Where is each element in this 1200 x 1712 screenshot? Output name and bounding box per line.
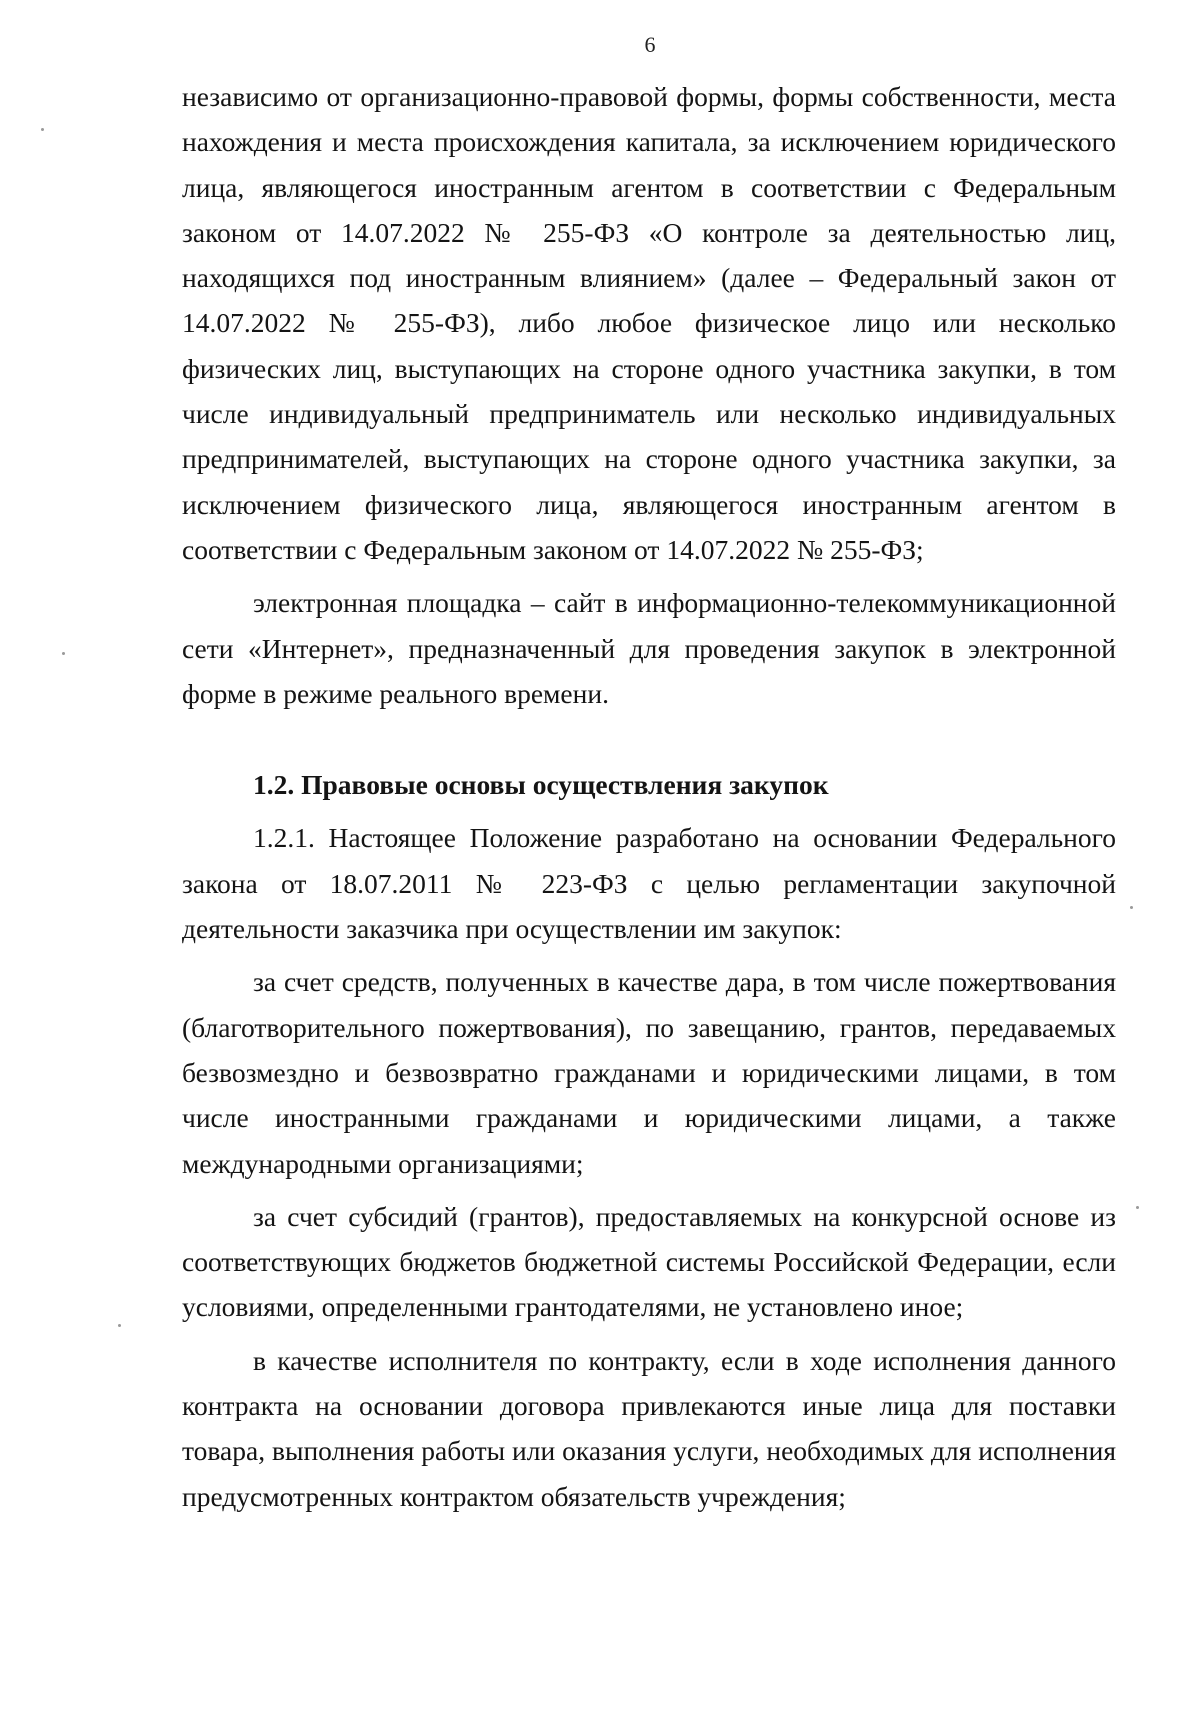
paragraph-1-2-1: 1.2.1. Настоящее Положение разработано на основании Федерального закона от 18.07.2011 № 223-ФЗ с целью регламентации закупочной деятельности заказчика при осуществлении им закупок: <box>182 822 1116 945</box>
section-heading: 1.2. Правовые основы осуществления закупок <box>253 769 829 801</box>
scan-speck <box>118 1324 121 1327</box>
paragraph-gift-funds: за счет средств, полученных в качестве дара, в том числе пожертвования (благотворительного пожертвования), по завещанию, грантов, передаваемых безвозмездно и безвозвратно гражданами и юридическими лицами, в том числе иностранными гражданами и юридическими лицами, а также международными организациями; <box>182 966 1116 1179</box>
scan-speck <box>62 652 65 655</box>
paragraph-contract-executor: в качестве исполнителя по контракту, если в ходе исполнения данного контракта на основании договора привлекаются иные лица для поставки товара, выполнения работы или оказания услуги, необходимых для исполнения предусмотренных контрактом обязательств учреждения; <box>182 1344 1116 1512</box>
scan-speck <box>41 128 44 131</box>
paragraph-continuation: независимо от организационно-правовой формы, формы собственности, места нахождения и места происхождения капитала, за исключением юридического лица, являющегося иностранным агентом в соответствии с Федеральным законом от 14.07.2022 № 255-ФЗ «О контроле за деятельностью лиц, находящихся под иностранным влиянием» (далее – Федеральный закон от 14.07.2022 № 255-ФЗ), либо любое физическое лицо или несколько физических лиц, выступающих на стороне одного участника закупки, в том числе индивидуальный предприниматель или несколько индивидуальных предпринимателей, выступающих на стороне одного участника закупки, за исключением физического лица, являющегося иностранным агентом в соответствии с Федеральным законом от 14.07.2022 № 255-ФЗ; <box>182 81 1116 565</box>
document-body <box>182 74 1116 1519</box>
scan-speck <box>1130 906 1133 909</box>
paragraph-subsidies: за счет субсидий (грантов), предоставляемых на конкурсной основе из соответствующих бюджетов бюджетной системы Российской Федерации, если условиями, определенными грантодателями, не установлено иное; <box>182 1200 1116 1323</box>
paragraph-electronic-platform: электронная площадка – сайт в информационно-телекоммуникационной сети «Интернет», предназначенный для проведения закупок в электронной форме в режиме реального времени. <box>182 587 1116 709</box>
page-number: 6 <box>644 32 656 57</box>
scan-speck <box>1136 1206 1139 1209</box>
